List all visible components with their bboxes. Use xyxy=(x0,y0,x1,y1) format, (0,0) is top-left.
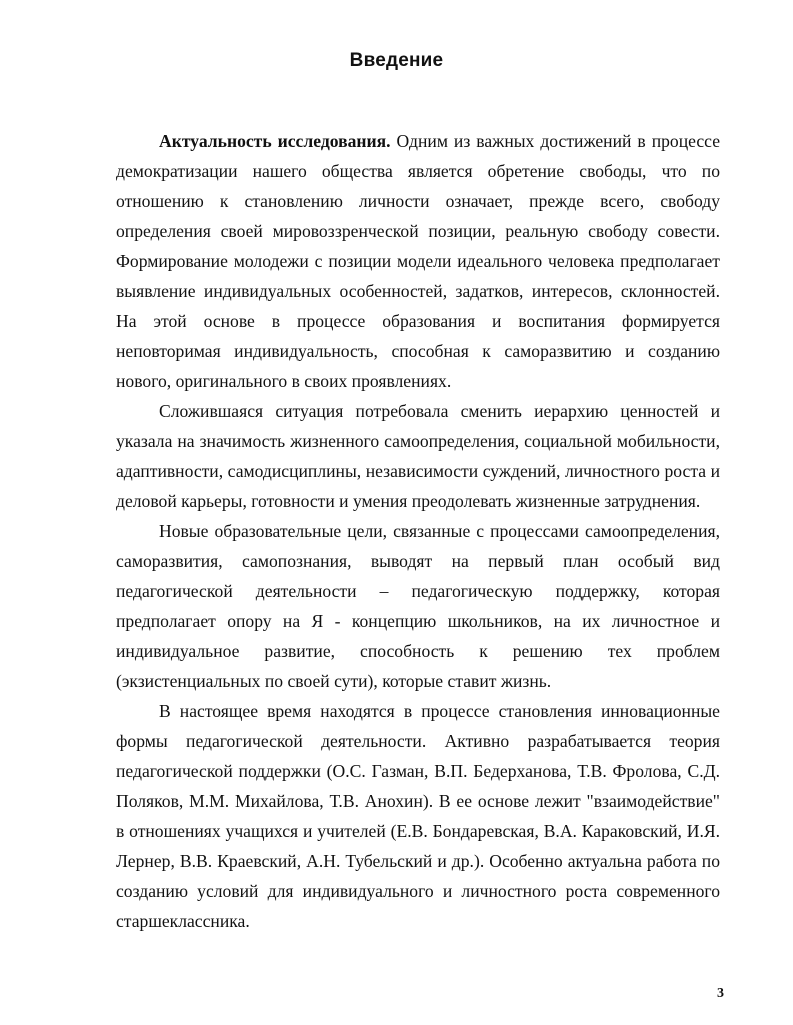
page-title: Введение xyxy=(349,50,444,71)
paragraph-innovative-forms: В настоящее время находятся в процессе становления инновационные формы педагогической деятельности. Активно разрабатывается теория педагогической поддержки (О.С. Газман, В.П. Бедерханова, Т.В. Фролова, С.Д. Поляков, М.М. Михайлова, Т.В. Анохин). В ее основе лежит "взаимодействие" в отношениях учащихся и учителей (Е.В. Бондаревская, В.А. Караковский, И.Я. Лернер, В.В. Краевский, А.Н. Тубельский и др.). Особенно актуальна работа по созданию условий для индивидуального и личностного роста современного старшеклассника. xyxy=(116,701,720,931)
paragraph-educational-goals: Новые образовательные цели, связанные с процессами самоопределения, саморазвития, самопознания, выводят на первый план особый вид педагогической деятельности – педагогическую поддержку, которая предполагает опору на Я - концепцию школьников, на их личностное и индивидуальное развитие, способность к решению тех проблем (экзистенциальных по своей сути), которые ставит жизнь. xyxy=(116,521,720,691)
document-body xyxy=(116,126,720,936)
paragraph-text: Одним из важных достижений в процессе демократизации нашего общества является обретение свободы, что по отношению к становлению личности означает, прежде всего, свободу определения своей мировоззренческой позиции, реальную свободу совести. Формирование молодежи с позиции модели идеального человека предполагает выявление индивидуальных особенностей, задатков, интересов, склонностей. На этой основе в процессе образования и воспитания формируется неповторимая индивидуальность, способная к саморазвитию и созданию нового, оригинального в своих проявлениях. xyxy=(116,131,721,391)
paragraph-lead-heading: Актуальность исследования. xyxy=(159,131,391,151)
paragraph-relevance xyxy=(116,126,720,396)
paragraph-situation: Сложившаяся ситуация потребовала сменить иерархию ценностей и указала на значимость жизненного самоопределения, социальной мобильности, адаптивности, самодисциплины, независимости суждений, личностного роста и деловой карьеры, готовности и умения преодолевать жизненные затруднения. xyxy=(116,401,720,511)
page-number: 3 xyxy=(717,986,724,1001)
